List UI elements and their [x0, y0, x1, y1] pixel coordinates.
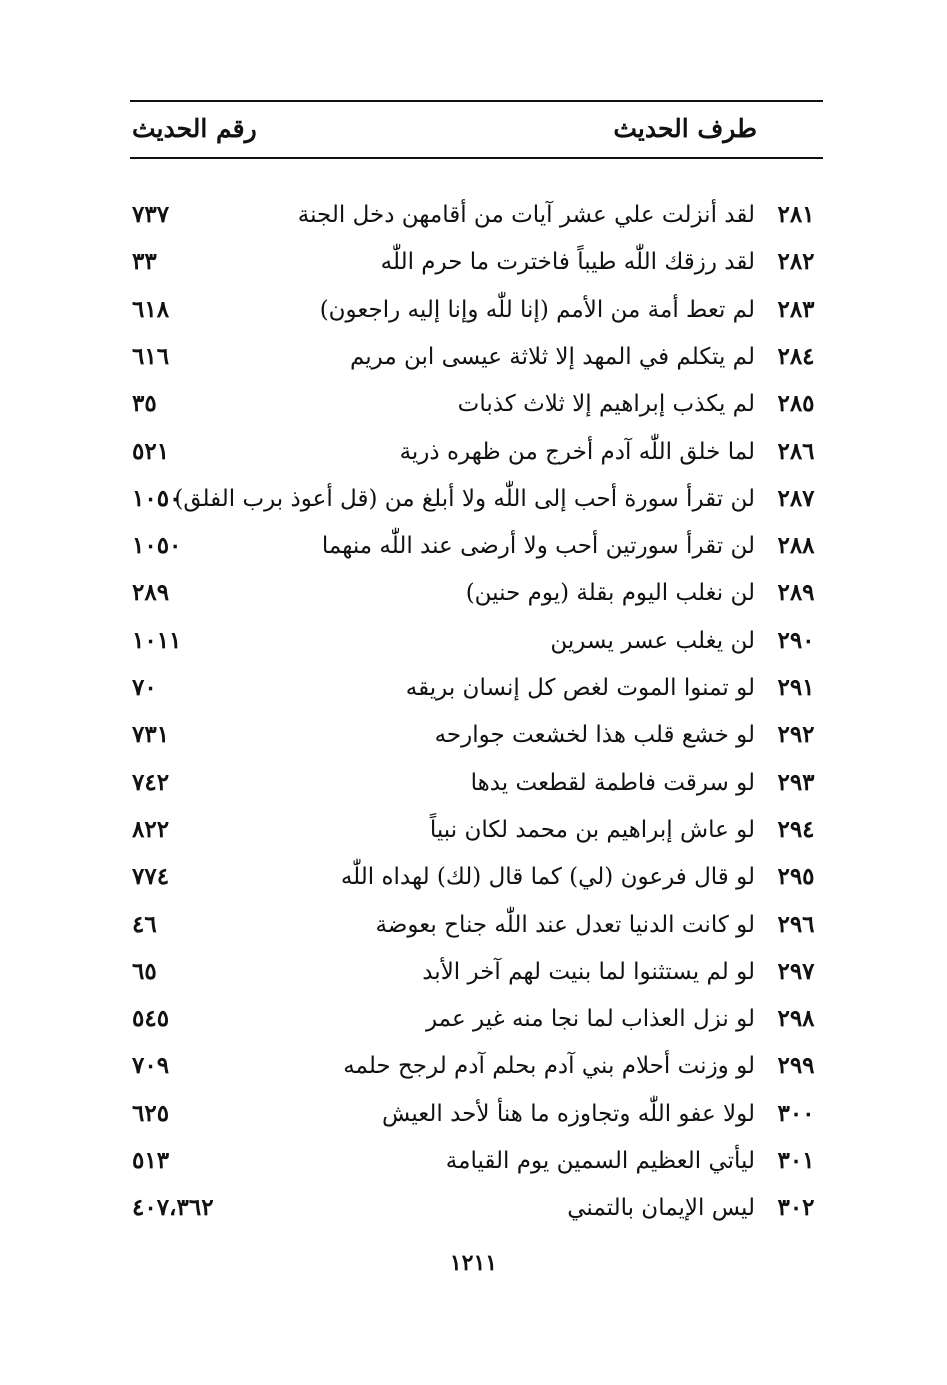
- hadith-serial-number: ٢٨٤: [777, 342, 815, 370]
- hadith-serial-number: ٢٨٢: [777, 248, 815, 276]
- hadith-serial-number: ٢٩٣: [777, 768, 815, 796]
- hadith-opening-text: لو خشع قلب هذا لخشعت جوارحه: [434, 722, 755, 749]
- hadith-opening-text: لو وزنت أحلام بني آدم بحلم آدم لرجح حلمه: [343, 1053, 755, 1080]
- hadith-reference-number: ٥٢١: [132, 437, 170, 465]
- hadith-serial-number: ٢٩٨: [777, 1005, 815, 1033]
- hadith-opening-text: لما خلق اللّٰه آدم أخرج من ظهره ذرية: [399, 438, 755, 465]
- hadith-serial-number: ٢٨٦: [777, 437, 815, 465]
- hadith-opening-text: لو نزل العذاب لما نجا منه غير عمر: [425, 1006, 755, 1033]
- hadith-serial-number: ٢٩٠: [777, 626, 815, 654]
- hadith-reference-number: ٥٤٥: [132, 1005, 170, 1033]
- hadith-reference-number: ٧٣٧: [132, 201, 170, 228]
- hadith-reference-number: ٤٠٧،٣٦٢: [132, 1194, 214, 1222]
- column-header-hadith-text: طرف الحديث: [613, 114, 757, 143]
- hadith-serial-number: ٢٩٤: [777, 815, 815, 843]
- page-number: ١٢١١: [449, 1250, 498, 1276]
- hadith-opening-text: لو كانت الدنيا تعدل عند اللّٰه جناح بعوضة: [375, 911, 755, 938]
- header-top-rule: [130, 100, 823, 102]
- hadith-reference-number: ٧٤٢: [132, 768, 170, 796]
- hadith-opening-text: لقد رزقك اللّٰه طيباً فاخترت ما حرم اللّٰه: [380, 249, 755, 276]
- hadith-reference-number: ٥١٣: [132, 1147, 170, 1174]
- hadith-reference-number: ٦١٦: [132, 342, 170, 370]
- hadith-reference-number: ٦٥: [132, 957, 157, 985]
- index-row: [0, 808, 947, 856]
- index-row: [0, 761, 947, 809]
- hadith-opening-text: لو تمنوا الموت لغص كل إنسان بريقه: [405, 675, 755, 701]
- index-row: [0, 997, 947, 1045]
- index-row: [0, 382, 947, 430]
- hadith-serial-number: ٢٩١: [777, 674, 815, 701]
- index-row: [0, 1092, 947, 1140]
- index-row: [0, 288, 947, 336]
- index-row: [0, 713, 947, 761]
- hadith-reference-number: ٧٠٩: [132, 1052, 170, 1080]
- hadith-reference-number: ٣٥: [132, 390, 157, 418]
- hadith-reference-number: ٨٢٢: [132, 815, 170, 843]
- index-row: [0, 1186, 947, 1234]
- hadith-serial-number: ٢٨٨: [777, 532, 815, 560]
- hadith-opening-text: لو سرقت فاطمة لقطعت يدها: [470, 769, 755, 796]
- hadith-opening-text: لم تعط أمة من الأمم (إنا للّٰه وإنا إليه راجعون): [319, 296, 755, 323]
- hadith-opening-text: لم يتكلم في المهد إلا ثلاثة عيسى ابن مريم: [349, 343, 755, 370]
- column-header-hadith-number: رقم الحديث: [132, 114, 257, 143]
- index-row: [0, 430, 947, 478]
- hadith-opening-text: لو لم يستثنوا لما بنيت لهم آخر الأبد: [422, 958, 755, 985]
- hadith-serial-number: ٢٨١: [777, 201, 815, 228]
- hadith-opening-text: لن تقرأ سورتين أحب ولا أرضى عند اللّٰه منهما: [321, 533, 755, 560]
- index-row: [0, 950, 947, 998]
- index-row: [0, 1139, 947, 1187]
- hadith-reference-number: ١٠٥٠: [132, 484, 182, 512]
- hadith-opening-text: لم يكذب إبراهيم إلا ثلاث كذبات: [457, 391, 755, 418]
- hadith-serial-number: ٢٨٩: [777, 579, 815, 607]
- index-row: [0, 1044, 947, 1092]
- hadith-reference-number: ٦٢٥: [132, 1099, 170, 1127]
- hadith-serial-number: ٢٨٣: [777, 295, 815, 323]
- index-row: [0, 666, 947, 714]
- hadith-reference-number: ٧٣١: [132, 721, 170, 749]
- index-row: [0, 477, 947, 525]
- hadith-opening-text: لقد أنزلت علي عشر آيات من أقامهن دخل الجنة: [297, 202, 755, 228]
- hadith-reference-number: ٧٧٤: [132, 863, 170, 891]
- hadith-serial-number: ٢٩٥: [777, 863, 815, 891]
- index-row: [0, 524, 947, 572]
- index-row: [0, 571, 947, 619]
- hadith-opening-text: لولا عفو اللّٰه وتجاوزه ما هنأ لأحد العيش: [382, 1100, 755, 1127]
- index-row: [0, 240, 947, 288]
- index-row: [0, 335, 947, 383]
- hadith-opening-text: ليس الإيمان بالتمني: [567, 1195, 755, 1222]
- hadith-serial-number: ٢٩٧: [777, 957, 815, 985]
- hadith-serial-number: ٣٠٢: [777, 1194, 815, 1222]
- hadith-opening-text: لو عاش إبراهيم بن محمد لكان نبياً: [429, 816, 755, 843]
- index-row: [0, 903, 947, 951]
- hadith-serial-number: ٢٩٩: [777, 1052, 815, 1080]
- hadith-opening-text: ليأتي العظيم السمين يوم القيامة: [445, 1148, 755, 1174]
- hadith-serial-number: ٣٠٠: [777, 1099, 815, 1127]
- hadith-reference-number: ٤٦: [132, 910, 157, 938]
- hadith-serial-number: ٢٩٦: [777, 910, 815, 938]
- hadith-reference-number: ٦١٨: [132, 295, 170, 323]
- hadith-reference-number: ١٠٥٠: [132, 532, 182, 560]
- index-row: [0, 619, 947, 667]
- hadith-serial-number: ٢٨٧: [777, 484, 815, 512]
- hadith-opening-text: لن تقرأ سورة أحب إلى اللّٰه ولا أبلغ من (قل أعوذ برب الفلق): [174, 485, 755, 512]
- hadith-reference-number: ٣٣: [132, 248, 157, 276]
- index-row: [0, 855, 947, 903]
- hadith-opening-text: لو قال فرعون (لي) كما قال (لك) لهداه اللّٰه: [340, 864, 755, 891]
- hadith-reference-number: ١٠١١: [132, 626, 182, 654]
- hadith-serial-number: ٢٩٢: [777, 721, 815, 749]
- hadith-opening-text: لن نغلب اليوم بقلة (يوم حنين): [465, 580, 755, 607]
- hadith-opening-text: لن يغلب عسر يسرين: [550, 627, 755, 654]
- hadith-reference-number: ٧٠: [132, 674, 157, 701]
- hadith-serial-number: ٢٨٥: [777, 390, 815, 418]
- index-row: [0, 193, 947, 241]
- hadith-serial-number: ٣٠١: [777, 1147, 815, 1174]
- header-bottom-rule: [130, 157, 823, 159]
- hadith-reference-number: ٢٨٩: [132, 579, 170, 607]
